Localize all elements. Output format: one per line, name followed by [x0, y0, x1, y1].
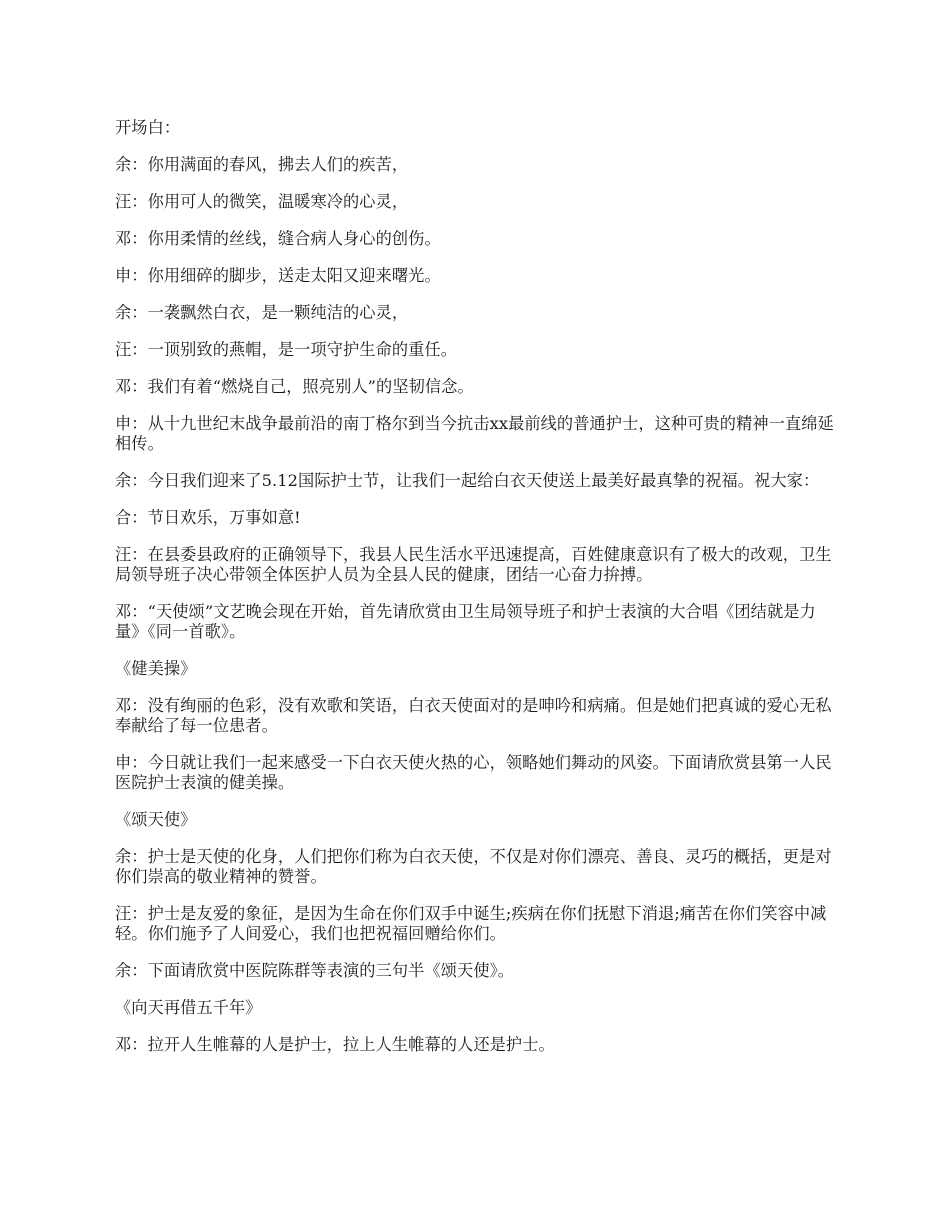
program-title: 《颂天使》	[115, 810, 197, 829]
paragraph: 余：护士是天使的化身，人们把你们称为白衣天使，不仅是对你们漂亮、善良、灵巧的概括，更是对你们崇高的敬业精神的赞誉。	[115, 847, 832, 886]
paragraph: 申：你用细碎的脚步，送走太阳又迎来曙光。	[115, 266, 441, 285]
paragraph: 申：从十九世纪末战争最前沿的南丁格尔到当今抗击xx最前线的普通护士，这种可贵的精神一直绵延相传。	[115, 414, 834, 453]
paragraph: 合：节日欢乐，万事如意!	[115, 508, 301, 527]
paragraph: 邓：没有绚丽的色彩，没有欢歌和笑语，白衣天使面对的是呻吟和病痛。但是她们把真诚的爱心无私奉献给了每一位患者。	[115, 696, 832, 735]
paragraph: 邓：拉开人生帷幕的人是护士，拉上人生帷幕的人还是护士。	[115, 1035, 555, 1054]
paragraph: 汪：在县委县政府的正确领导下，我县人民生活水平迅速提高，百姓健康意识有了极大的改观，卫生局领导班子决心带领全体医护人员为全县人民的健康，团结一心奋力拚搏。	[115, 545, 832, 584]
program-title: 《健美操》	[115, 659, 197, 678]
paragraph: 余：今日我们迎来了5.12国际护士节，让我们一起给白衣天使送上最美好最真挚的祝福。祝大家：	[115, 471, 820, 490]
program-title: 《向天再借五千年》	[115, 998, 262, 1017]
paragraph-opening-label: 开场白：	[115, 118, 181, 137]
paragraph: 汪：一顶别致的燕帽，是一项守护生命的重任。	[115, 340, 458, 359]
paragraph: 汪：护士是友爱的象征，是因为生命在你们双手中诞生;疾病在你们抚慰下消退;痛苦在你们笑容中减轻。你们施予了人间爱心，我们也把祝福回赠给你们。	[115, 904, 827, 943]
paragraph: 邓：你用柔情的丝线，缝合病人身心的创伤。	[115, 229, 441, 248]
paragraph: 余：你用满面的春风，拂去人们的疾苦，	[115, 155, 409, 174]
paragraph: 申：今日就让我们一起来感受一下白衣天使火热的心，领略她们舞动的风姿。下面请欣赏县第一人民医院护士表演的健美操。	[115, 753, 832, 792]
paragraph: 邓：“天使颂”文艺晚会现在开始，首先请欣赏由卫生局领导班子和护士表演的大合唱《团结就是力量》《同一首歌》。	[115, 602, 816, 641]
paragraph: 余：一袭飘然白衣，是一颗纯洁的心灵，	[115, 303, 409, 322]
paragraph: 余：下面请欣赏中医院陈群等表演的三句半《颂天使》。	[115, 961, 515, 980]
paragraph: 汪：你用可人的微笑，温暖寒冷的心灵，	[115, 192, 409, 211]
paragraph: 邓：我们有着“燃烧自己，照亮别人”的坚韧信念。	[115, 377, 474, 396]
